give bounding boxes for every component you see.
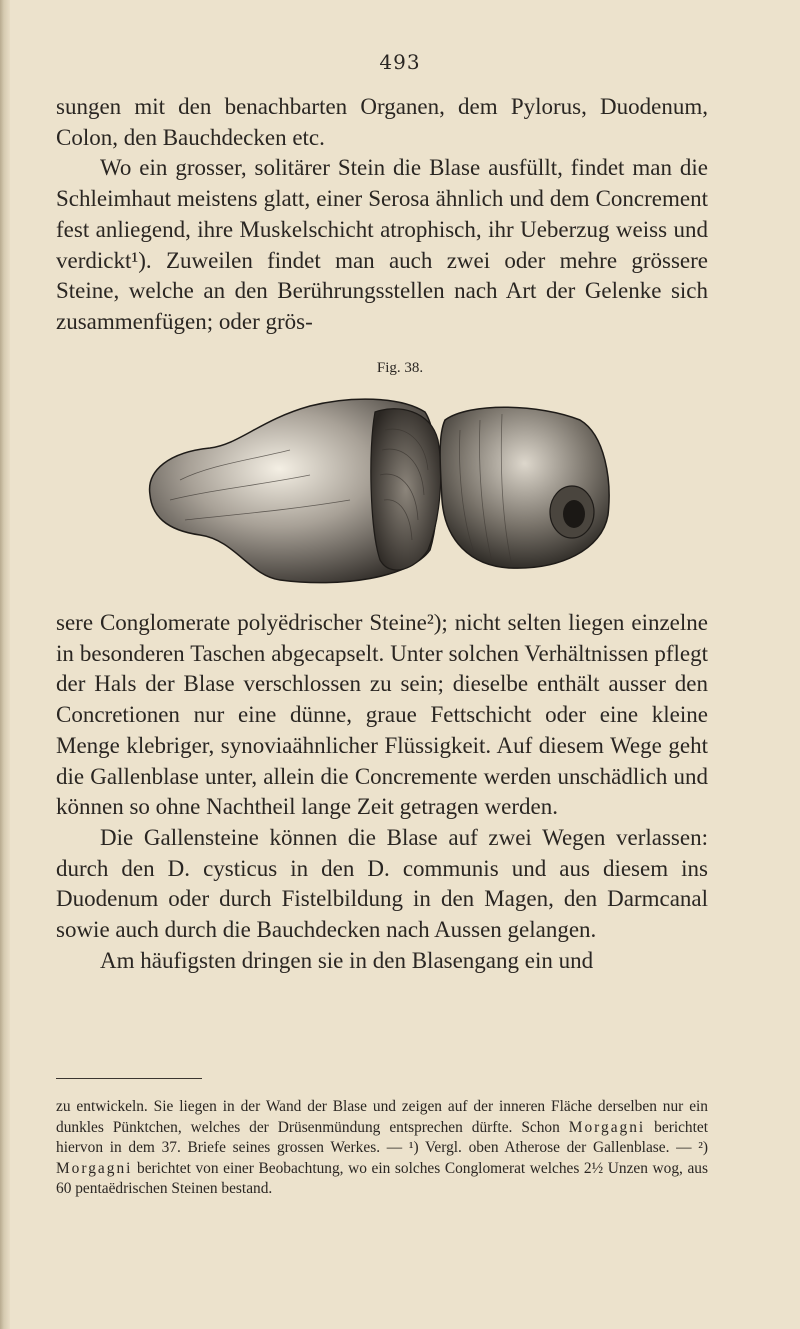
paragraph: sere Conglomerate polyëdrischer Steine²); nicht selten liegen einzelne in besonderen Taschen abgecapselt. Unter solchen Verhältnissen pflegt der Hals der Blase verschlossen zu sein; dieselbe enthält ausser den Concretionen nur eine dünne, graue Fettschicht oder eine kleine Menge klebriger, synoviaähnlicher Flüssigkeit. Auf diesem Wege geht die Gallenblase unter, allein die Concremente werden unschädlich und können so ohne Nachtheil lange Zeit getragen werden. <box>56 610 708 820</box>
footnote-divider <box>56 1078 202 1079</box>
paragraph: Die Gallensteine können die Blase auf zwei Wegen verlassen: durch den D. cysticus in den D. communis und aus diesem ins Duodenum oder durch Fistelbildung in den Magen, den Darmcanal sowie auch durch die Bauchdecken nach Aussen gelangen. <box>56 824 708 943</box>
left-stone <box>150 399 441 583</box>
paragraph: Wo ein grosser, solitärer Stein die Blase ausfüllt, findet man die Schleimhaut meistens glatt, einer Serosa ähnlich und dem Concrement fest anliegend, ihre Muskelschicht atrophisch, ihr Ueberzug weiss und verdickt¹). Zuweilen findet man auch zwei oder mehre grössere Steine, welche an den Berührungsstellen nach Art der Gelenke sich zusammenfügen; oder grös- <box>56 155 708 334</box>
author-name: Morgagni <box>568 1118 646 1136</box>
footnotes <box>56 1097 708 1200</box>
right-stone <box>440 407 609 568</box>
paragraph: sungen mit den benachbarten Organen, dem Pylorus, Duodenum, Colon, den Bauchdecken etc. <box>56 94 708 150</box>
author-name: Morgagni <box>56 1159 133 1177</box>
footnote-part: berichtet von einer Beobachtung, wo ein solches Conglomerat welches 2½ Unzen wog, aus 60 pentaëdrischen Steinen bestand. <box>56 1159 708 1198</box>
body-text-bottom <box>56 608 708 976</box>
body-text-top <box>56 92 708 338</box>
footnote-part: berichtet hiervon in dem 37. Briefe seines grossen Werkes. — ¹) Vergl. oben Atherose der Gallenblase. — ²) <box>56 1118 709 1157</box>
footnote-part: zu entwickeln. Sie liegen in der Wand der Blase und zeigen auf der inneren Fläche derselben nur ein dunkles Pünktchen, welches der Drüsenmündung entsprechen dürfte. Schon <box>56 1098 708 1136</box>
figure-label: Fig. 38. <box>376 360 424 376</box>
gallstone-illustration <box>140 390 620 590</box>
page-edge <box>0 0 10 1329</box>
paragraph: Am häufigsten dringen sie in den Blasengang ein und <box>100 947 594 973</box>
footnote-text <box>56 1097 708 1200</box>
page-number: 493 <box>379 50 421 74</box>
